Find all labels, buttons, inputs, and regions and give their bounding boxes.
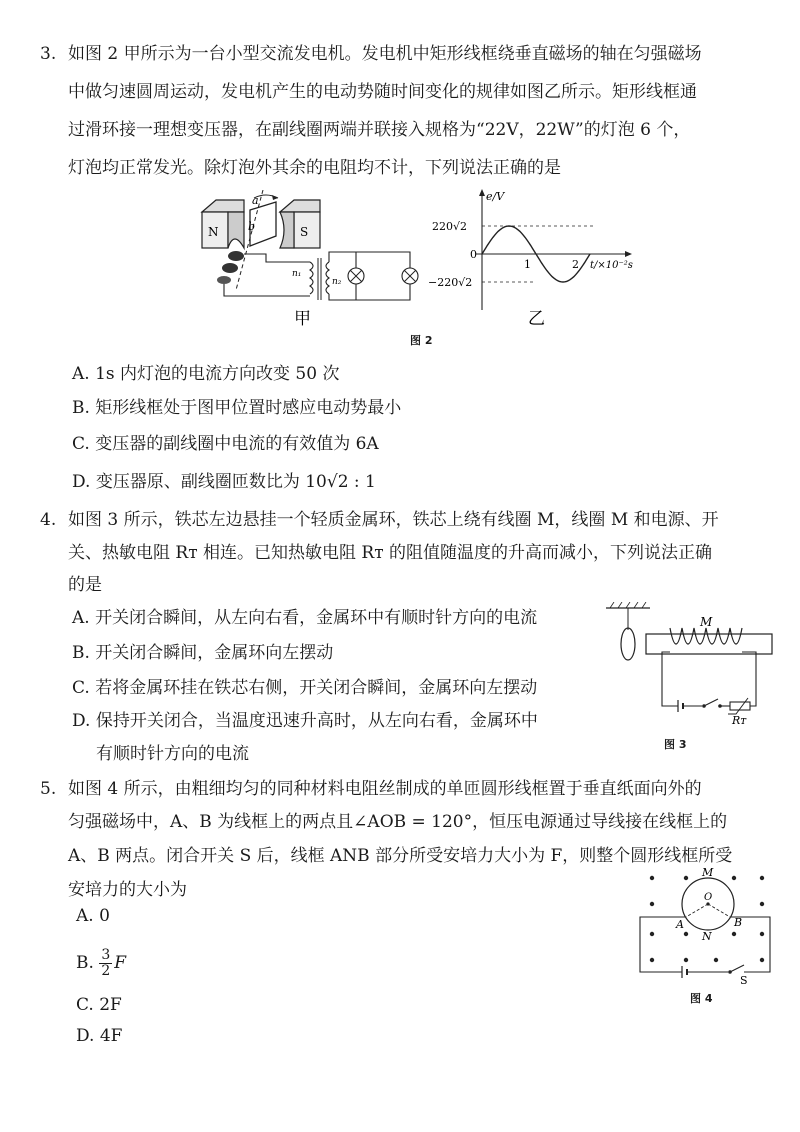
thermistor-label: Rᴛ: [732, 714, 747, 727]
y-tick-positive: 220√2: [432, 220, 468, 233]
magnetic-field-dots: [650, 876, 764, 962]
figure-label-yi: 乙: [528, 309, 545, 326]
x-axis-label: t/×10⁻²s: [590, 260, 633, 271]
fraction-denominator: 2: [101, 963, 111, 979]
q3-stem-line-3: 过滑环接一理想变压器，在副线圈两端并联接入规格为“22V，22W”的灯泡 6 个，: [68, 120, 691, 140]
q4-stem-line-3: 的是: [68, 575, 102, 595]
q4-option-d-cont: 有顺时针方向的电流: [96, 744, 249, 764]
figure-2-generator: [196, 190, 426, 330]
q4-stem-line-1: 如图 3 所示，铁芯左边悬挂一个轻质金属环，铁芯上绕有线圈 M，线圈 M 和电源、开: [68, 510, 719, 530]
q5-stem-line-3: A、B 两点。闭合开关 S 后，线框 ANB 部分所受安培力大小为 F，则整个圆形线框所受: [68, 846, 733, 866]
pole-n-label: N: [208, 225, 219, 239]
figure-label-jia: 甲: [294, 309, 311, 329]
q4-stem-line-2: 关、热敏电阻 Rᴛ 相连。已知热敏电阻 Rᴛ 的阻值随温度的升高而减小，下列说法正确: [68, 543, 713, 563]
figure-4-caption: 图 4: [690, 992, 713, 1005]
q4-number: 4.: [40, 510, 57, 530]
label-n1: n₁: [292, 269, 302, 279]
figure-3-caption: 图 3: [664, 738, 687, 751]
label-a-point: A: [676, 918, 684, 931]
x-tick-1: 1: [524, 258, 531, 271]
q3-stem-line-4: 灯泡均正常发光。除灯泡外其余的电阻均不计，下列说法正确的是: [68, 158, 561, 178]
q5-option-c: C. 2F: [76, 995, 122, 1015]
fraction-numerator: 3: [101, 947, 111, 963]
q4-option-b: B. 开关闭合瞬间，金属环向左摆动: [72, 643, 334, 663]
label-a: a: [252, 194, 259, 207]
q4-option-a: A. 开关闭合瞬间，从左向右看，金属环中有顺时针方向的电流: [72, 608, 538, 628]
q5-option-b-suffix: F: [114, 953, 127, 973]
x-tick-2: 2: [572, 258, 579, 271]
q5-option-b-fraction: [99, 948, 112, 979]
figure-4-circuit: [630, 868, 780, 988]
q5-option-b-prefix: B.: [76, 953, 94, 973]
q3-option-d: D. 变压器原、副线圈匝数比为 10√2 : 1: [72, 472, 376, 492]
q3-stem-line-1: 如图 2 甲所示为一台小型交流发电机。发电机中矩形线框绕垂直磁场的轴在匀强磁场: [68, 44, 702, 64]
y-tick-negative: −220√2: [428, 276, 473, 289]
q5-option-b: [76, 948, 126, 979]
figure-2-emf-graph: [428, 186, 658, 326]
origin-label: 0: [470, 248, 477, 261]
q4-option-c: C. 若将金属环挂在铁芯右侧，开关闭合瞬间，金属环向左摆动: [72, 678, 538, 698]
label-n-point: N: [702, 930, 712, 943]
q5-stem-line-2: 匀强磁场中，A、B 为线框上的两点且∠AOB = 120°，恒压电源通过导线接在线框上的: [68, 812, 728, 832]
q3-stem-line-2: 中做匀速圆周运动，发电机产生的电动势随时间变化的规律如图乙所示。矩形线框通: [68, 82, 697, 102]
label-m: M: [702, 868, 714, 879]
q5-stem-line-1: 如图 4 所示，由粗细均匀的同种材料电阻丝制成的单匝圆形线框置于垂直纸面向外的: [68, 779, 702, 799]
q4-option-d: D. 保持开关闭合，当温度迅速升高时，从左向右看，金属环中: [72, 711, 538, 731]
q5-stem-line-4: 安培力的大小为: [68, 880, 187, 900]
figure-2-caption: 图 2: [410, 334, 433, 347]
label-switch-s: S: [740, 974, 748, 987]
q3-option-b: B. 矩形线框处于图甲位置时感应电动势最小: [72, 398, 402, 418]
figure-3-circuit: [600, 602, 780, 732]
q5-number: 5.: [40, 779, 57, 799]
q3-number: 3.: [40, 44, 57, 64]
label-b-point: B: [734, 916, 743, 929]
label-n2: n₂: [332, 277, 342, 287]
label-b: b: [248, 220, 256, 233]
y-axis-label: e/V: [486, 190, 505, 203]
label-o: O: [704, 892, 713, 903]
q5-option-a: A. 0: [76, 906, 110, 926]
q3-option-c: C. 变压器的副线圈中电流的有效值为 6A: [72, 434, 379, 454]
pole-s-label: S: [300, 225, 309, 239]
q5-option-d: D. 4F: [76, 1026, 123, 1046]
q3-option-a: A. 1s 内灯泡的电流方向改变 50 次: [72, 364, 340, 384]
coil-m-label: M: [700, 615, 713, 629]
